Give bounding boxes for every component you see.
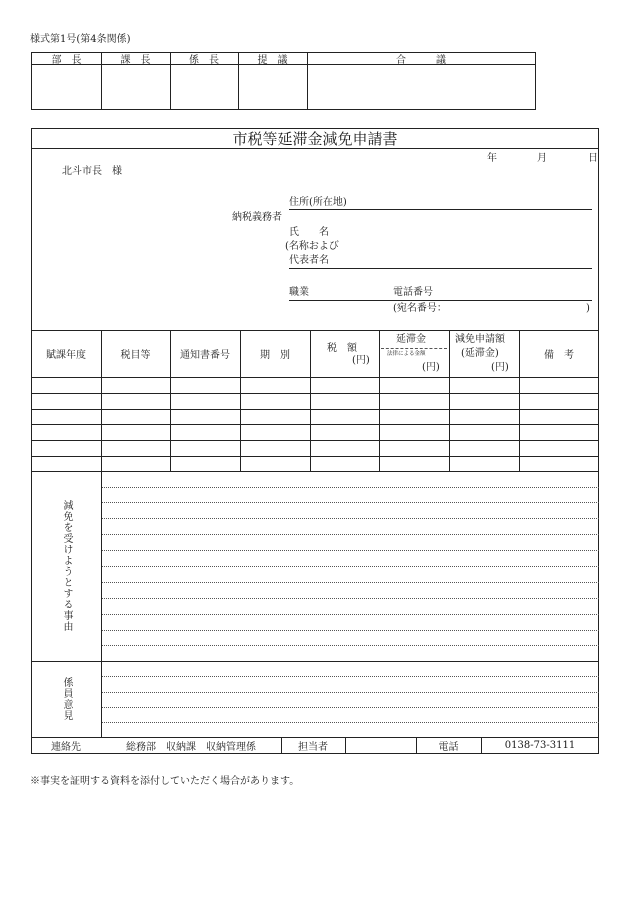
date-year-label: 年 bbox=[487, 153, 497, 164]
representative-label: 代表者名 bbox=[289, 255, 329, 266]
date-month-label: 月 bbox=[537, 153, 547, 164]
contact-label: 連絡先 bbox=[51, 742, 81, 753]
name-note: (名称および bbox=[285, 241, 339, 252]
name-field[interactable] bbox=[289, 268, 592, 269]
contact-phone-label: 電話 bbox=[438, 742, 459, 753]
occupation-label: 職業 bbox=[289, 287, 309, 298]
reason-input-area[interactable] bbox=[102, 472, 599, 660]
contact-phone-number: 0138-73-3111 bbox=[504, 740, 576, 751]
approval-table bbox=[31, 52, 536, 110]
header-late-fee-yen: (円) bbox=[422, 362, 440, 373]
header-period: 期 別 bbox=[260, 350, 290, 361]
staff-opinion-label: 係員意見 bbox=[61, 677, 72, 721]
reason-label: 減免を受けようとする事由 bbox=[61, 500, 72, 632]
approval-header-chief: 係 長 bbox=[189, 55, 219, 66]
address-field[interactable] bbox=[289, 209, 592, 210]
contact-person-label: 担当者 bbox=[298, 742, 328, 753]
occupation-phone-field[interactable] bbox=[289, 300, 592, 301]
approval-header-dept-head: 部 長 bbox=[51, 55, 82, 66]
address-label: 住所(所在地) bbox=[289, 197, 347, 208]
header-tax-item: 税目等 bbox=[120, 350, 151, 361]
footnote: ※事実を証明する資料を添付していただく場合があります。 bbox=[30, 776, 300, 787]
address-number-label: (宛名番号： bbox=[393, 303, 447, 314]
approval-header-section-head: 課 長 bbox=[120, 55, 151, 66]
header-late-fee: 延滞金 bbox=[396, 334, 426, 345]
contact-department: 総務部 収納課 収納管理係 bbox=[126, 742, 256, 753]
contact-person-field[interactable] bbox=[346, 738, 416, 753]
header-reduction-yen: (円) bbox=[491, 362, 509, 373]
name-label: 氏 名 bbox=[289, 227, 329, 238]
taxpayer-label: 納税義務者 bbox=[232, 212, 282, 223]
header-late-fee-legal: 法律による金額 bbox=[387, 351, 426, 357]
phone-number-label: 電話番号 bbox=[393, 287, 433, 298]
header-notice-number: 通知書番号 bbox=[180, 350, 230, 361]
header-tax-year: 賦課年度 bbox=[46, 350, 86, 361]
addressee: 北斗市長 様 bbox=[62, 166, 122, 177]
approval-header-consultation: 合 議 bbox=[396, 55, 446, 66]
approval-header-proposal: 提 議 bbox=[257, 55, 288, 66]
header-remarks: 備 考 bbox=[544, 350, 574, 361]
header-tax-amount-yen: (円) bbox=[352, 355, 370, 366]
staff-opinion-input-area[interactable] bbox=[102, 662, 599, 736]
header-reduction-late-fee: (延滞金) bbox=[461, 348, 499, 359]
header-tax-amount: 税 額 bbox=[327, 343, 357, 354]
header-reduction-amount: 減免申請額 bbox=[455, 334, 505, 345]
form-label: 様式第1号(第4条関係) bbox=[30, 34, 131, 45]
form-title: 市税等延滞金減免申請書 bbox=[232, 130, 398, 148]
address-number-close: ) bbox=[586, 303, 590, 314]
date-day-label: 日 bbox=[588, 153, 598, 164]
